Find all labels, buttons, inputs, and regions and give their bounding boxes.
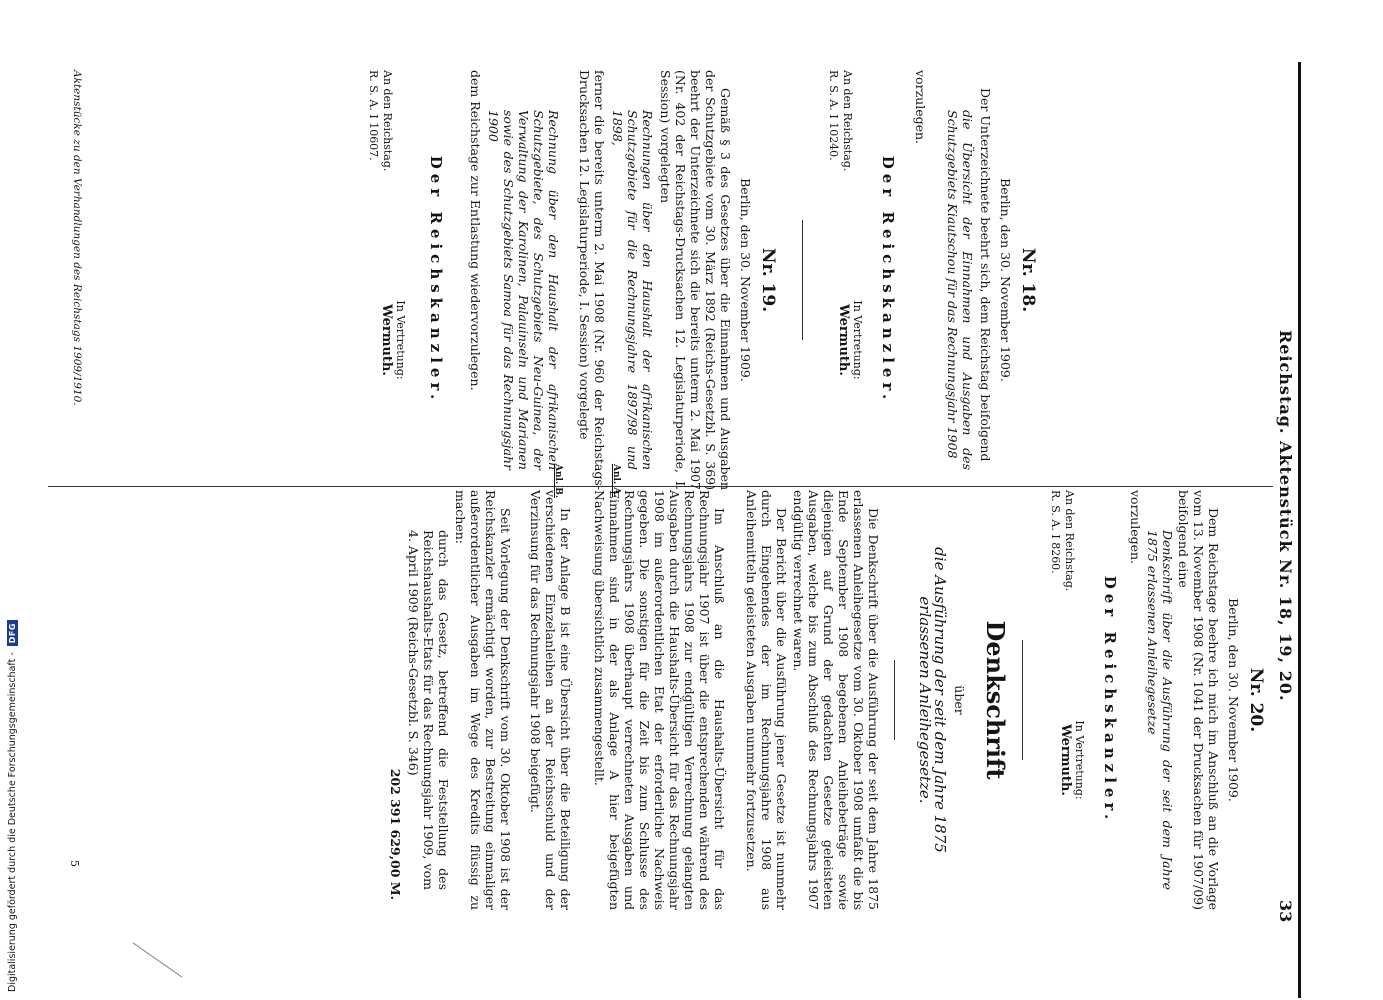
dfg-logo: DFG xyxy=(7,620,18,646)
nr20-signature-title: Der Reichskanzler. xyxy=(1101,575,1119,825)
denkschrift-amount: 202 391 629,00 M. xyxy=(388,768,403,900)
nr18-signature-deputy: In Vertretung: xyxy=(851,300,864,380)
denkschrift-title-rule xyxy=(894,660,895,740)
nr20-closing: vorzulegen. xyxy=(1128,490,1143,565)
denkschrift-subtitle: die Ausführung der seit dem Jahre 1875 erlassenen Anleihegesetze. xyxy=(916,547,949,853)
nr18-number: Nr. 18. xyxy=(1018,247,1038,313)
nr19-closing: dem Reichstage zur Entlastung wiedervorzulegen. xyxy=(468,70,483,391)
nr20-body: Dem Reichstage beehre ich mich im Anschluß an die Vorlage vom 13. November 1908 (Nr. 1041 der Drucksachen für 1907/09) beifolgend eine xyxy=(1176,490,1221,910)
page-number: 33 xyxy=(1276,900,1295,923)
denkschrift-p2: Der Bericht über die Ausführung jener Gesetze ist nunmehr durch Eingehendes der im Rechnungsjahre 1908 aus Anleihemitteln geleisteten Ausgaben nunmehr fortzusetzen. xyxy=(744,490,789,910)
rotated-document xyxy=(3,0,1313,1000)
credit-text: Digitalisierung gefördert durch die Deutsche Forschungsgemeinschaft - xyxy=(6,652,18,992)
scan-mark xyxy=(133,942,183,977)
nr19-date: Berlin, den 30. November 1909. xyxy=(738,178,753,382)
denkschrift-title: Denkschrift xyxy=(981,620,1010,780)
nr20-item: Denkschrift über die Ausführung der seit dem Jahre 1875 erlassenen Anleihegesetze xyxy=(1145,530,1175,890)
nr20-signature-name: Wermuth. xyxy=(1058,724,1073,796)
denkschrift-p1: Die Denkschrift über die Ausführung der seit dem Jahre 1875 erlassenen Anleihegesetze vom 30. Oktober 1908 umfaßt die bis Ende September 1908 begebenen Anleihebeträge sowie diejenigen auf Grund der gedachten Gesetze geleisteten Ausgaben, welche bis zum Abschluß des Rechnungsjahrs 1907 endgültig verrechnet waren. xyxy=(791,490,881,910)
denkschrift-p3: Im Anschluß an die Haushalts-Übersicht für das Rechnungsjahr 1907 ist über die entsprechenden während des Rechnungsjahrs 1908 zur endgültigen Verrechnung gelangten Ausgaben durch die Haushalts-Übersicht für das Rechnungsjahr 1908 im außerordentlichen Etat der erforderliche Nachweis gegeben. Die sonstigen für die Zeit bis zum Schlusse des Rechnungsjahrs 1908 überhaupt verrechneten Ausgaben und Einnahmen sind in der als Anlage A hier beigefügten Nachweisung übersichtlich zusammengestellt. xyxy=(592,490,727,910)
footer-text: Aktenstücke zu den Verhandlungen des Reichstags 1909/1910. xyxy=(71,70,83,406)
footer-page-number: 5 xyxy=(68,860,81,867)
nr18-signature-name: Wermuth. xyxy=(836,304,851,376)
nr18-ref: R. S. A. I 10240. xyxy=(827,70,840,161)
nr18-closing: vorzulegen. xyxy=(913,70,928,145)
nr20-ref: R. S. A. I 8260. xyxy=(1049,490,1062,574)
nr19-signature-title: Der Reichskanzler. xyxy=(427,155,445,405)
nr20-number: Nr. 20. xyxy=(1246,667,1266,733)
margin-note-anl-b: Anl. B. xyxy=(553,464,563,498)
nr20-signature-deputy: In Vertretung: xyxy=(1073,720,1086,800)
nr18-address: An den Reichstag. xyxy=(841,70,854,172)
left-column xyxy=(3,70,1313,490)
running-header: Reichstag. Aktenstück Nr. 18, 19, 20. xyxy=(1276,330,1295,702)
nr20-end-rule xyxy=(1022,640,1023,760)
nr19-signature-name: Wermuth. xyxy=(379,304,394,376)
denkschrift-p4: In der Anlage B ist eine Übersicht über die Beteiligung der verschiedenen Einzelanleihen an der Reichsschuld und der Verzinsung für das Rechnungsjahr 1908 beigefügt. xyxy=(528,490,573,910)
nr19-ref: R. S. A. I 10607. xyxy=(367,70,380,161)
nr18-body: Der Unterzeichnete beehrt sich, dem Reichstag beifolgend xyxy=(978,88,993,462)
margin-note-anl-a: Anl. A. xyxy=(611,464,621,498)
nr19-body: Gemäß § 3 des Gesetzes über die Einnahmen und Ausgaben der Schutzgebiete vom 30. März 1892 (Reichs-Gesetzbl. S. 369) beehrt der Unterzeichnete sich die bereits unterm 2. Mai 1907 (Nr. 402 der Reichstags-Drucksachen 12. Legislaturperiode, I. Session) vorgelegten xyxy=(658,70,733,490)
nr19-signature-deputy: In Vertretung: xyxy=(394,300,407,380)
nr18-signature-title: Der Reichskanzler. xyxy=(879,155,897,405)
denkschrift-ueber: über xyxy=(952,685,967,715)
nr19-item1: Rechnungen über den Haushalt der afrikanischen Schutzgebiete für die Rechnungsjahre 1897/98 und 1898, xyxy=(610,110,655,470)
denkschrift-p5: Seit Vorlegung der Denkschrift vom 30. Oktober 1908 ist der Reichskanzler ermächtigt worden, zur Bestreitung einmaliger außerordentlicher Ausgaben im Wege des Kredits flüssig zu machen: xyxy=(453,490,513,910)
nr20-address: An den Reichstag. xyxy=(1063,490,1076,592)
nr19-number: Nr. 19. xyxy=(758,247,778,313)
nr18-date: Berlin, den 30. November 1909. xyxy=(998,178,1013,382)
nr18-item: die Übersicht der Einnahmen und Ausgaben des Schutzgebiets Kiautschou für das Rechnungsjahr 1908 xyxy=(945,110,975,470)
right-column xyxy=(3,464,1313,910)
nr19-item2: Rechnung über den Haushalt der afrikanischen Schutzgebiete, des Schutzgebiets Neu-Guinea, der Verwaltung der Karolinen, Palauinseln und Marianen sowie des Schutzgebiets Samoa für das Rechnungsjahr 1900 xyxy=(486,110,561,470)
nr19-body2: ferner die bereits unterm 2. Mai 1908 (Nr. 960 der Reichstags-Drucksachen 12. Legislaturperiode, I. Session) vorgelegte xyxy=(577,70,607,490)
nr18-end-rule xyxy=(802,220,803,340)
denkschrift-p6: durch das Gesetz, betreffend die Feststellung des Reichshaushalts-Etats für das Rechnungsjahr 1909, vom 4. April 1909 (Reichs-Gesetzbl. S. 346) xyxy=(406,530,451,890)
nr20-date: Berlin, den 30. November 1909. xyxy=(1226,598,1241,802)
nr19-address: An den Reichstag. xyxy=(381,70,394,172)
